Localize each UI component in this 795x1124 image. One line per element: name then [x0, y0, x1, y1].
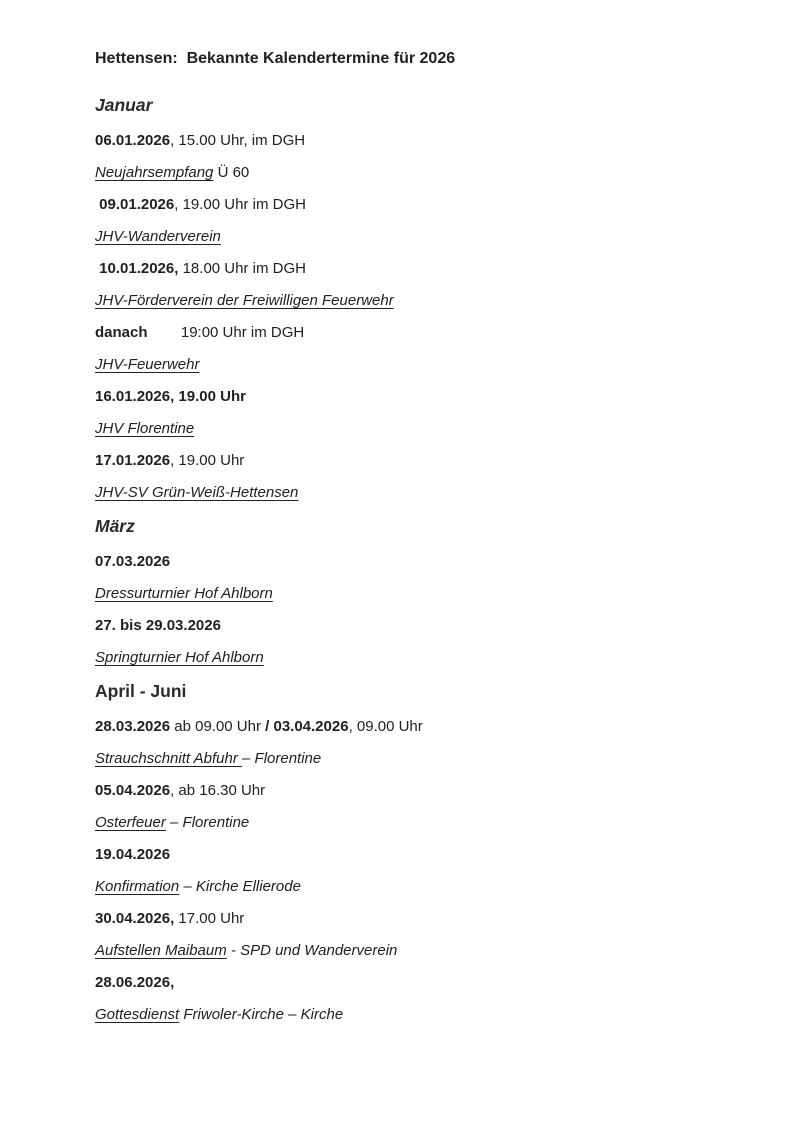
calendar-entry-line [95, 780, 735, 801]
text-run: ab 09.00 Uhr [170, 718, 266, 735]
calendar-entry-line [95, 940, 735, 961]
calendar-entry-line [95, 908, 735, 929]
text-run: 16.01.2026, 19.00 Uhr [95, 388, 246, 405]
text-run: , 19.00 Uhr im DGH [174, 196, 306, 213]
calendar-entry-line [95, 322, 735, 343]
calendar-entry-line [95, 450, 735, 471]
calendar-entry-line [95, 386, 735, 407]
text-run: , 19.00 Uhr [170, 452, 245, 469]
calendar-entry-line [95, 844, 735, 865]
text-run: März [95, 516, 135, 536]
text-run: – Florentine [165, 814, 250, 831]
text-run: Strauchschnitt Abfuhr [95, 750, 243, 767]
text-run: 19:00 Uhr im DGH [147, 324, 305, 341]
text-run: 09.01.2026 [95, 196, 175, 213]
text-run: JHV-Feuerwehr [95, 356, 200, 373]
text-run: 28.06.2026, [95, 974, 175, 991]
text-run: JHV-SV Grün-Weiß-Hettensen [95, 484, 299, 501]
text-run: / 03.04.2026 [265, 718, 349, 735]
text-run: JHV-Wanderverein [95, 228, 221, 245]
text-run: April - Juni [95, 681, 187, 701]
calendar-entry-line [95, 876, 735, 897]
text-run: , ab 16.30 Uhr [170, 782, 266, 799]
document-title: Hettensen: Bekannte Kalendertermine für 2026 [95, 50, 456, 67]
text-run: 05.04.2026 [95, 782, 171, 799]
calendar-entry-line [95, 812, 735, 833]
calendar-entry-line [95, 716, 735, 737]
text-run: Osterfeuer [95, 814, 166, 831]
text-run: , 09.00 Uhr [348, 718, 423, 735]
text-run: Friwoler-Kirche – Kirche [179, 1006, 344, 1023]
section-heading-januar [95, 93, 735, 117]
calendar-entry-line [95, 130, 735, 151]
text-run: 17.00 Uhr [174, 910, 245, 927]
text-run: 07.03.2026 [95, 553, 171, 570]
section-heading-maerz [95, 514, 735, 538]
text-run: JHV Florentine [95, 420, 195, 437]
calendar-entry-line [95, 647, 735, 668]
text-run: JHV-Förderverein der Freiwilligen Feuerwehr [95, 292, 394, 309]
calendar-entry-line [95, 972, 735, 993]
text-run: 06.01.2026 [95, 132, 171, 149]
text-run: – Florentine [242, 750, 322, 767]
calendar-entry-line [95, 748, 735, 769]
text-run: Januar [95, 95, 153, 115]
calendar-entry-line [95, 615, 735, 636]
calendar-entry-line [95, 482, 735, 503]
calendar-entry-line [95, 354, 735, 375]
text-run: 17.01.2026 [95, 452, 171, 469]
document-body [95, 93, 735, 1025]
calendar-entry-line [95, 194, 735, 215]
text-run: - SPD und Wanderverein [226, 942, 398, 959]
text-run: – Kirche Ellierode [179, 878, 301, 895]
text-run: danach [95, 324, 148, 341]
calendar-entry-line [95, 418, 735, 439]
text-run: 28.03.2026 [95, 718, 171, 735]
text-run: 19.04.2026 [95, 846, 171, 863]
text-run: 27. bis 29.03.2026 [95, 617, 221, 634]
section-heading-april-juni [95, 679, 735, 703]
text-run: Konfirmation [95, 878, 180, 895]
text-run: Springturnier Hof Ahlborn [95, 649, 264, 666]
text-run: Gottesdienst [95, 1006, 180, 1023]
text-run: 18.00 Uhr im DGH [178, 260, 306, 277]
text-run: 10.01.2026, [95, 260, 179, 277]
calendar-entry-line [95, 258, 735, 279]
calendar-entry-line [95, 226, 735, 247]
calendar-entry-line [95, 1004, 735, 1025]
calendar-entry-line [95, 290, 735, 311]
text-run: Dressurturnier Hof Ahlborn [95, 585, 273, 602]
calendar-entry-line [95, 583, 735, 604]
calendar-entry-line [95, 551, 735, 572]
text-run: 30.04.2026, [95, 910, 175, 927]
text-run: Ü 60 [213, 164, 250, 181]
text-run: Aufstellen Maibaum [95, 942, 227, 959]
text-run: Neujahrsempfang [95, 164, 214, 181]
text-run: , 15.00 Uhr, im DGH [170, 132, 306, 149]
calendar-entry-line [95, 162, 735, 183]
